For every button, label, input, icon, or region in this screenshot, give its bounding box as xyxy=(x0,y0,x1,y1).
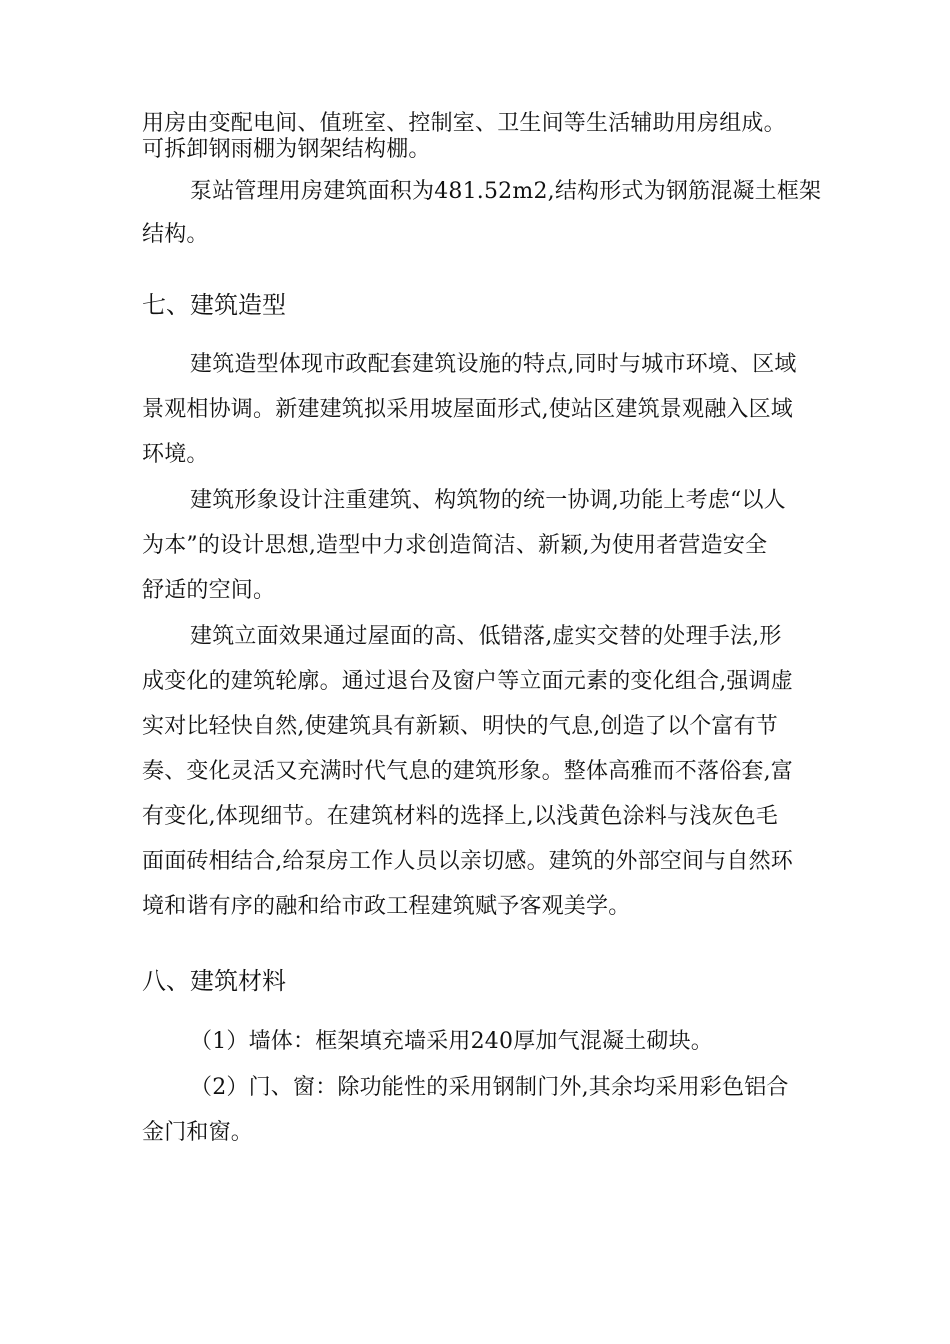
s7-p3-line-5: 有变化,体现细节。在建筑材料的选择上,以浅黄色涂料与浅灰色毛 xyxy=(142,804,778,829)
s7-p3-line-4: 奏、变化灵活又充满时代气息的建筑形象。整体高雅而不落俗套,富 xyxy=(142,759,793,784)
s8-item-2-line-2: 金门和窗。 xyxy=(142,1120,254,1145)
section-8-heading: 八、建筑材料 xyxy=(142,967,286,995)
s7-p1-line-1: 建筑造型体现市政配套建筑设施的特点,同时与城市环境、区域 xyxy=(190,352,797,377)
s8-item-2-line-1: （2）门、窗：除功能性的采用钢制门外,其余均采用彩色铝合 xyxy=(190,1075,789,1100)
s7-p2-line-3: 舒适的空间。 xyxy=(142,578,276,603)
intro-line-1: 用房由变配电间、值班室、控制室、卫生间等生活辅助用房组成。 xyxy=(142,111,786,136)
s7-p3-line-6: 面面砖相结合,给泵房工作人员以亲切感。建筑的外部空间与自然环 xyxy=(142,849,793,874)
pump-area-line-2: 结构。 xyxy=(142,222,209,247)
s7-p2-line-2: 为本”的设计思想,造型中力求创造简洁、新颖,为使用者营造安全 xyxy=(142,533,768,558)
pump-area-line-1: 泵站管理用房建筑面积为481.52m2,结构形式为钢筋混凝土框架 xyxy=(190,179,822,204)
s7-p1-line-3: 环境。 xyxy=(142,442,209,467)
s7-p3-line-7: 境和谐有序的融和给市政工程建筑赋予客观美学。 xyxy=(142,894,631,919)
s7-p3-line-2: 成变化的建筑轮廓。通过退台及窗户等立面元素的变化组合,强调虚 xyxy=(142,669,793,694)
section-7-heading: 七、建筑造型 xyxy=(142,291,286,319)
s8-item-1: （1）墙体：框架填充墙采用240厚加气混凝土砌块。 xyxy=(190,1029,713,1054)
intro-line-2: 可拆卸钢雨棚为钢架结构棚。 xyxy=(142,137,431,162)
s7-p2-line-1: 建筑形象设计注重建筑、构筑物的统一协调,功能上考虑“以人 xyxy=(190,488,786,513)
s7-p1-line-2: 景观相协调。新建建筑拟采用坡屋面形式,使站区建筑景观融入区域 xyxy=(142,397,793,422)
s7-p3-line-1: 建筑立面效果通过屋面的高、低错落,虚实交替的处理手法,形 xyxy=(190,624,782,649)
s7-p3-line-3: 实对比轻快自然,使建筑具有新颖、明快的气息,创造了以个富有节 xyxy=(142,714,778,739)
